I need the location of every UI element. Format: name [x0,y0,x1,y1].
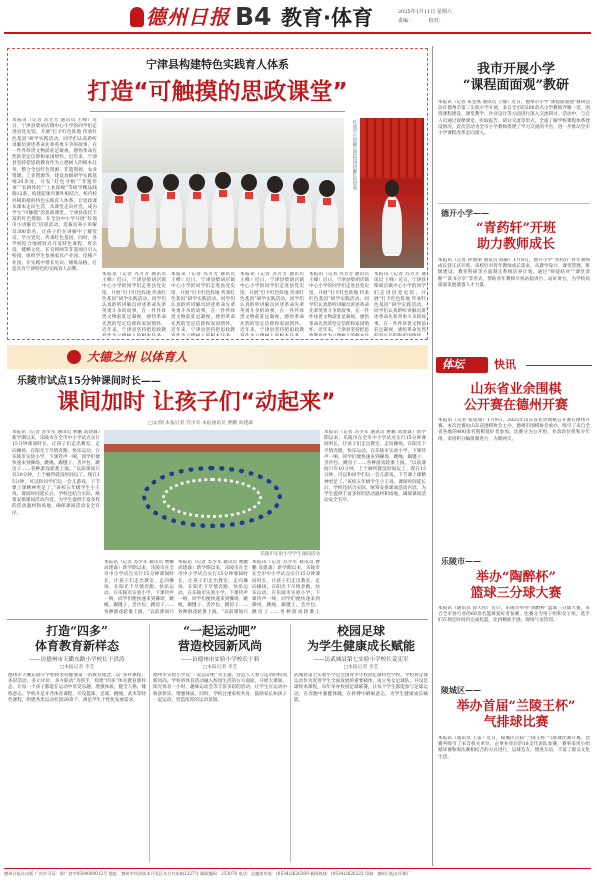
mid-feature-caption: 乐陵市实验小学学生课间活动 [260,552,320,557]
masthead-rule [4,32,591,34]
sports-bulletin-header [436,357,592,373]
bottom-top-rule [7,619,428,620]
bulletin-tag-label: 快讯 [494,358,516,371]
bottom-col2-body: 德州市实验小学以“一起运动吧”为主题，营造人人参与运动的校园新风尚。学校将体育活动融入校园生活的方方面面，开展大课间、阳光体育一小时、趣味运动会等丰富多彩的活动，让学生在运动中收获快乐、增强体质。同时，学校注重家校共育，鼓励家长和孩子一起运动，营造浓厚的运动氛围。 [153,673,287,703]
bottom-col3-byline: □本报记者 李艺 [343,665,379,670]
sports-item2-kicker: 乐陵市—— [441,556,481,566]
top-feature-body-col4: 本报讯（记者 苏芳芳 通讯员 王峰）近日，宁津县柴胡店镇中心小学的同学们走进县党史馆，开展“打卡红色阵地 传承红色基因”研学实践活动。同学们认真聆听讲解员讲述革命先辈英勇斗争的故事，在一件件珍贵文物前驻足凝视，感悟革命先烈的坚定信仰和家国情怀。近年来，宁津县坚持把思政教 [240,272,304,333]
top-feature-kicker: 宁津县构建特色实践育人体系 [146,58,289,71]
top-feature-body-col1: 本报讯（记者 苏芳芳 通讯员 王峰）近日，宁津县柴胡店镇中心小学的同学们走进县党史馆，开展“打卡红色阵地 传承红色基因”研学实践活动。同学们认真聆听讲解员讲述革命先辈英勇斗争的故事，在一件件珍贵文物前驻足凝视，感悟革命先烈的坚定信仰和家国情怀。近年来，宁津县坚持把思政教育作为立德树人的根本任务，整合全县红色资源、非遗资源、农业资源、工业资源等，建设县级研学实践基地20余处，开发“红色寻根”“非遗传承”“农耕体验”“工业探秘”等研学精品线路12条，构建起课内课外相结合、校内校外相衔接的特色实践育人体系，让思政课从课本走向生活，从课堂走向社会，成为学生“可触摸”的思政课堂。宁津县依托丰富的红色资源，在全县中小学开展“红领巾小讲解员”培训活动，选拔培养小讲解员300余名，让孩子们在讲解中了解党史、学习党史、传承红色基因。同时，各学校结合地域特点开设特色课程，将杂技、蟋蟀文化、长官唢呐等非遗项目引入校园，组织学生参观家具产业园、电梯产业园，在实践中增长见识、锤炼品格，打造具有宁津特色的实践育人品牌。 [12,118,97,272]
photo-red-scarf [219,190,227,197]
story2-body: 本报讯（记者 孙朋朋 通讯员 陈静）1月8日，德开小学“青药轩”青年教师成长营正式开班。该校针对青年教师成长需求，从教学设计、课堂管理、班级建设、教育科研等方面制定系统培养计划，通过“师徒结对”“课堂诊断”“读书分享”等形式，帮助青年教师尽快站稳讲台、站好讲台，为学校高质量发展储备人才力量。 [438,258,590,288]
sports-item1-headline: 山东省业余围棋 公开赛在德州开赛 [463,382,568,413]
photo-speaker-head [385,180,399,197]
bottom-divider-1 [149,624,150,862]
sports-item3-kicker: 陵城区—— [441,685,481,695]
sports-item3-headline: 举办首届“兰陵王杯” 气排球比赛 [456,699,576,730]
photo-child-head [241,174,257,191]
photo-child-head [111,178,127,195]
top-feature-photo-right [360,118,424,268]
photo-child-head [137,176,153,193]
photo-red-scarf [115,196,123,203]
top-feature-body-col3: 本报讯（记者 苏芳芳 通讯员 王峰）近日，宁津县柴胡店镇中心小学的同学们走进县党史馆，开展“打卡红色阵地 传承红色基因”研学实践活动。同学们认真聆听讲解员讲述革命先辈英勇斗争的故事，在一件件珍贵文物前驻足凝视，感悟革命先烈的坚定信仰和家国情怀。近年来，宁津县坚持把思政教 [171,272,235,333]
story1-headline: 我市开展小学 “课程面面观”教研 [463,62,569,93]
bulletin-rule [526,365,592,366]
footer-info: 德州日报社出版 广告许可证：鲁广登字0504000012号 地址：德州市经济技术开发区东方红东路1227号 邮政编码：253070 电话：总编室传真：(0534)2626309 新闻热线：(0534)2626222 印刷：德州日报社印刷厂 [4,871,411,876]
photo-red-scarf [323,198,331,205]
bottom-col3-sub: ——访武城县第七实验小学校长姜宪军 [313,657,409,663]
mid-feature-body-col2: 本报讯（记者 苏少军 通讯员 曹鹏 高建森）新学期以来，乐陵市在全市中小学试点实行15分钟课间时长，让孩子们走出教室、走向操场，在阳光下尽情奔跑、快乐运动。在乐陵市实验小学，下课铃声一响，同学们便快速来到操场，跳绳、踢毽子、丢沙包、跳房子……各种游戏轮番上演。“以前课间只 [104,560,174,614]
photo-red-scarf [388,200,396,207]
sports-tag-label: 体坛 [442,358,464,371]
banner-title: 大德之州 以体育人 [87,350,188,364]
logo-emblem-icon [130,7,144,27]
banner-ornament-icon [67,350,81,364]
photo-building [102,118,344,173]
top-feature-photo [102,118,344,268]
photo-child-head [319,180,335,197]
proof-text: 校对： [428,18,444,24]
bottom-col2-headline: “一起运动吧” 营造校园新风尚 [177,624,262,653]
photo-track [104,444,320,452]
bottom-col3-body: 武城县第七实验小学是全国青少年校园足球特色学校。学校将足球运动作为促进学生全面发展的重要载体，成立男女足球队，开设足球校本课程，每年举办校园足球联赛，让每个学生都能参与足球运动，在奔跑中强健体魄，在拼搏中磨砺意志，为学生健康成长赋能。 [294,673,428,703]
theme-banner [7,345,428,369]
photo-circle-inner [162,478,262,518]
photo-child-head [215,172,231,189]
bottom-col3-headline: 校园足球 为学生健康成长赋能 [306,624,415,653]
mid-feature-kicker: 乐陵市试点15分钟课间时长—— [17,376,161,387]
photo-red-scarf [297,196,305,203]
bottom-divider-2 [290,624,291,862]
mid-feature-headline: 课间加时 让孩子们“动起来” [57,390,336,415]
photo-red-scarf [245,192,253,199]
bottom-col1-headline: 打造“四多” 体育教育新样态 [34,624,119,653]
bottom-col2-sub: ——访德州市实验小学校长于莉 [180,657,260,663]
bottom-col1-byline: □本报记者 李艺 [59,665,95,670]
mid-feature-body-col1: 本报讯（记者 苏少军 通讯员 曹鹏 高建森）新学期以来，乐陵市在全市中小学试点实行15分钟课间时长，让孩子们走出教室、走向操场，在阳光下尽情奔跑、快乐运动。在乐陵市实验小学，下课铃声一响，同学们便快速来到操场，跳绳、踢毽子、丢沙包、跳房子……各种游戏轮番上演。“以前课间只有10分钟，上个厕所就没时间玩了。现在15分钟，可以和同学们玩一会儿游戏，下节课上课精神更足了。”该校五年级学生小王说。课间时间延长后，学校还结合实际，统筹安排课间活动内容，为学生提供丰富多样的活动器材和场地，确保课间活动安全有序。 [12,430,100,516]
bottom-col1-sub: ——访德州市天衢东路小学校长于洪涛 [29,657,125,663]
top-feature-underline [90,111,345,112]
column-divider [432,46,433,866]
page-number: B4 [235,2,272,31]
photo-red-scarf [193,192,201,199]
mid-feature-body-col3: 本报讯（记者 苏少军 通讯员 曹鹏 高建森）新学期以来，乐陵市在全市中小学试点实行15分钟课间时长，让孩子们走出教室、走向操场，在阳光下尽情奔跑、快乐运动。在乐陵市实验小学，下课铃声一响，同学们便快速来到操场，跳绳、踢毽子、丢沙包、跳房子……各种游戏轮番上演。“以前课间只 [178,560,248,614]
sports-tag [436,357,488,373]
mid-feature-photo [104,430,320,550]
mid-feature-body-col5: 本报讯（记者 苏少军 通讯员 曹鹏 高建森）新学期以来，乐陵市在全市中小学试点实行15分钟课间时长，让孩子们走出教室、走向操场，在阳光下尽情奔跑、快乐运动。在乐陵市实验小学，下课铃声一响，同学们便快速来到操场，跳绳、踢毽子、丢沙包、跳房子……各种游戏轮番上演。“以前课间只有10分钟，上个厕所就没时间玩了。现在15分钟，可以和同学们玩一会儿游戏，下节课上课精神更足了。”该校五年级学生小王说。课间时间延长后，学校还结合实际，统筹安排课间活动内容，为学生提供丰富多样的活动器材和场地，确保课间活动安全有序。 [324,430,426,504]
footer-rule [4,868,591,869]
sports-item1-body: 本报讯（记者 张成瑞）1月9日，2025年山东省业余围棋公开赛在德州开赛。本次比赛由山东省围棋协会主办，德州市围棋协会承办，吸引了来自全省各地的400余名围棋爱好者参加。比赛分为公开组、业余段位组和少年组，采用积分编排制进行，为期两天。 [438,418,590,442]
mid-feature-byline: □文/图 本报记者 苏少军 本报通讯员 曹鹏 高建森 [148,421,253,426]
top-feature-body-col6: 本报讯（记者 苏芳芳 通讯员 王峰）近日，宁津县柴胡店镇中心小学的同学们走进县党史馆，开展“打卡红色阵地 传承红色基因”研学实践活动。同学们认真聆听讲解员讲述革命先辈英勇斗争的故事，在一件件珍贵文物前驻足凝视，感悟革命先烈 [374,272,426,333]
photo-red-scarf [167,192,175,199]
sports-item2-headline: 举办“陶醉杯” 篮球三分球大赛 [470,570,562,601]
top-feature-caption: 红领巾小讲解员进校园讲解红色故事 [352,120,357,191]
photo-child-head [267,176,283,193]
story2-kicker: 德开小学—— [441,208,489,218]
bottom-col2 [153,624,287,864]
editor-text: 责编： [398,18,414,24]
issue-date: 2025年1月11日 星期六 [398,9,452,15]
photo-red-scarf [271,194,279,201]
photo-child-head [163,174,179,191]
bottom-col3 [294,624,428,864]
photo-child-head [293,178,309,195]
story-separator [438,203,590,204]
story2-headline: “青药轩”开班 助力教师成长 [476,221,556,252]
photo-red-scarf [141,194,149,201]
section-title: 教育·体育 [281,6,373,30]
photo-sky [104,430,320,444]
story1-body: 本报讯（记者 朱金燕 通讯员 王娜）近日，德州市小学“课程面面观”教研活动在德州市第二实验小学开展。来自全市的200余名小学教师齐聚一堂，围绕课程建设、课堂教学、作业设计等方面进行深入交流研讨。活动中，与会人员通过观摩课堂、听取报告、研讨交流等形式，全面了解学校课程体系建设情况。此次活动为全市小学教师搭建了学习交流的平台，进一步推动全市小学课程改革走向深入。 [438,100,590,137]
top-feature-headline: 打造“可触摸的思政课堂” [87,79,348,105]
photo-child-head [189,174,205,191]
mid-feature-body-col4: 本报讯（记者 苏少军 通讯员 曹鹏 高建森）新学期以来，乐陵市在全市中小学试点实行15分钟课间时长，让孩子们走出教室、走向操场，在阳光下尽情奔跑、快乐运动。在乐陵市实验小学，下课铃声一响，同学们便快速来到操场，跳绳、踢毽子、丢沙包、跳房子……各种游戏轮番上 [252,560,320,614]
bottom-col2-byline: □本报记者 李艺 [202,665,238,670]
sports-item2-body: 本报讯（通讯员 蒋大伟）近日，乐陵市举办“陶醉杯”篮球三分球大赛，来自全市各行业的60余名篮球爱好者参赛。比赛分为男子组和女子组，选手们在规定时间内完成投篮，比拼精准手感，现场气氛热烈。 [438,606,590,624]
masthead [0,0,595,36]
bottom-col1 [8,624,146,864]
sports-item3-body: 本报讯（通讯员 王雷）近日，陵城区首届“兰陵王杯”气排球比赛开赛。比赛共吸引了来自机关单位、企事业单位的18支代表队参赛，赛事采用小组循环赛和淘汰赛相结合的方式进行，以球会友，增进友谊，丰富了群众文化生活。 [438,736,590,760]
photo-banner-stripes [360,118,424,178]
top-feature-body-col2: 本报讯（记者 苏芳芳 通讯员 王峰）近日，宁津县柴胡店镇中心小学的同学们走进县党史馆，开展“打卡红色阵地 传承红色基因”研学实践活动。同学们认真聆听讲解员讲述革命先辈英勇斗争的故事，在一件件珍贵文物前驻足凝视，感悟革命先烈的坚定信仰和家国情怀。近年来，宁津县坚持把思政教 [102,272,166,333]
editor-label [398,18,444,25]
bottom-col1-body: 德州市天衢东路小学始终坚持健康第一的教育理念，以“多样课程、多彩活动、多元评价、多方联动”为抓手，构建“四多”体育教育新样态，让每一个孩子都能在运动中享受乐趣、增强体质、健全人格、锤炼意志。学校开足开齐体育课程，开设篮球、足球、跳绳、武术等特色课程，组建各类运动社团20余个，满足学生个性化发展需求。 [8,673,146,703]
newspaper-logo: 德州日报 [146,5,230,29]
top-feature-body-col5: 本报讯（记者 苏芳芳 通讯员 王峰）近日，宁津县柴胡店镇中心小学的同学们走进县党史馆，开展“打卡红色阵地 传承红色基因”研学实践活动。同学们认真聆听讲解员讲述革命先辈英勇斗争的故事，在一件件珍贵文物前驻足凝视，感悟革命先烈的坚定信仰和家国情怀。近年来，宁津县坚持把思 [309,272,369,333]
